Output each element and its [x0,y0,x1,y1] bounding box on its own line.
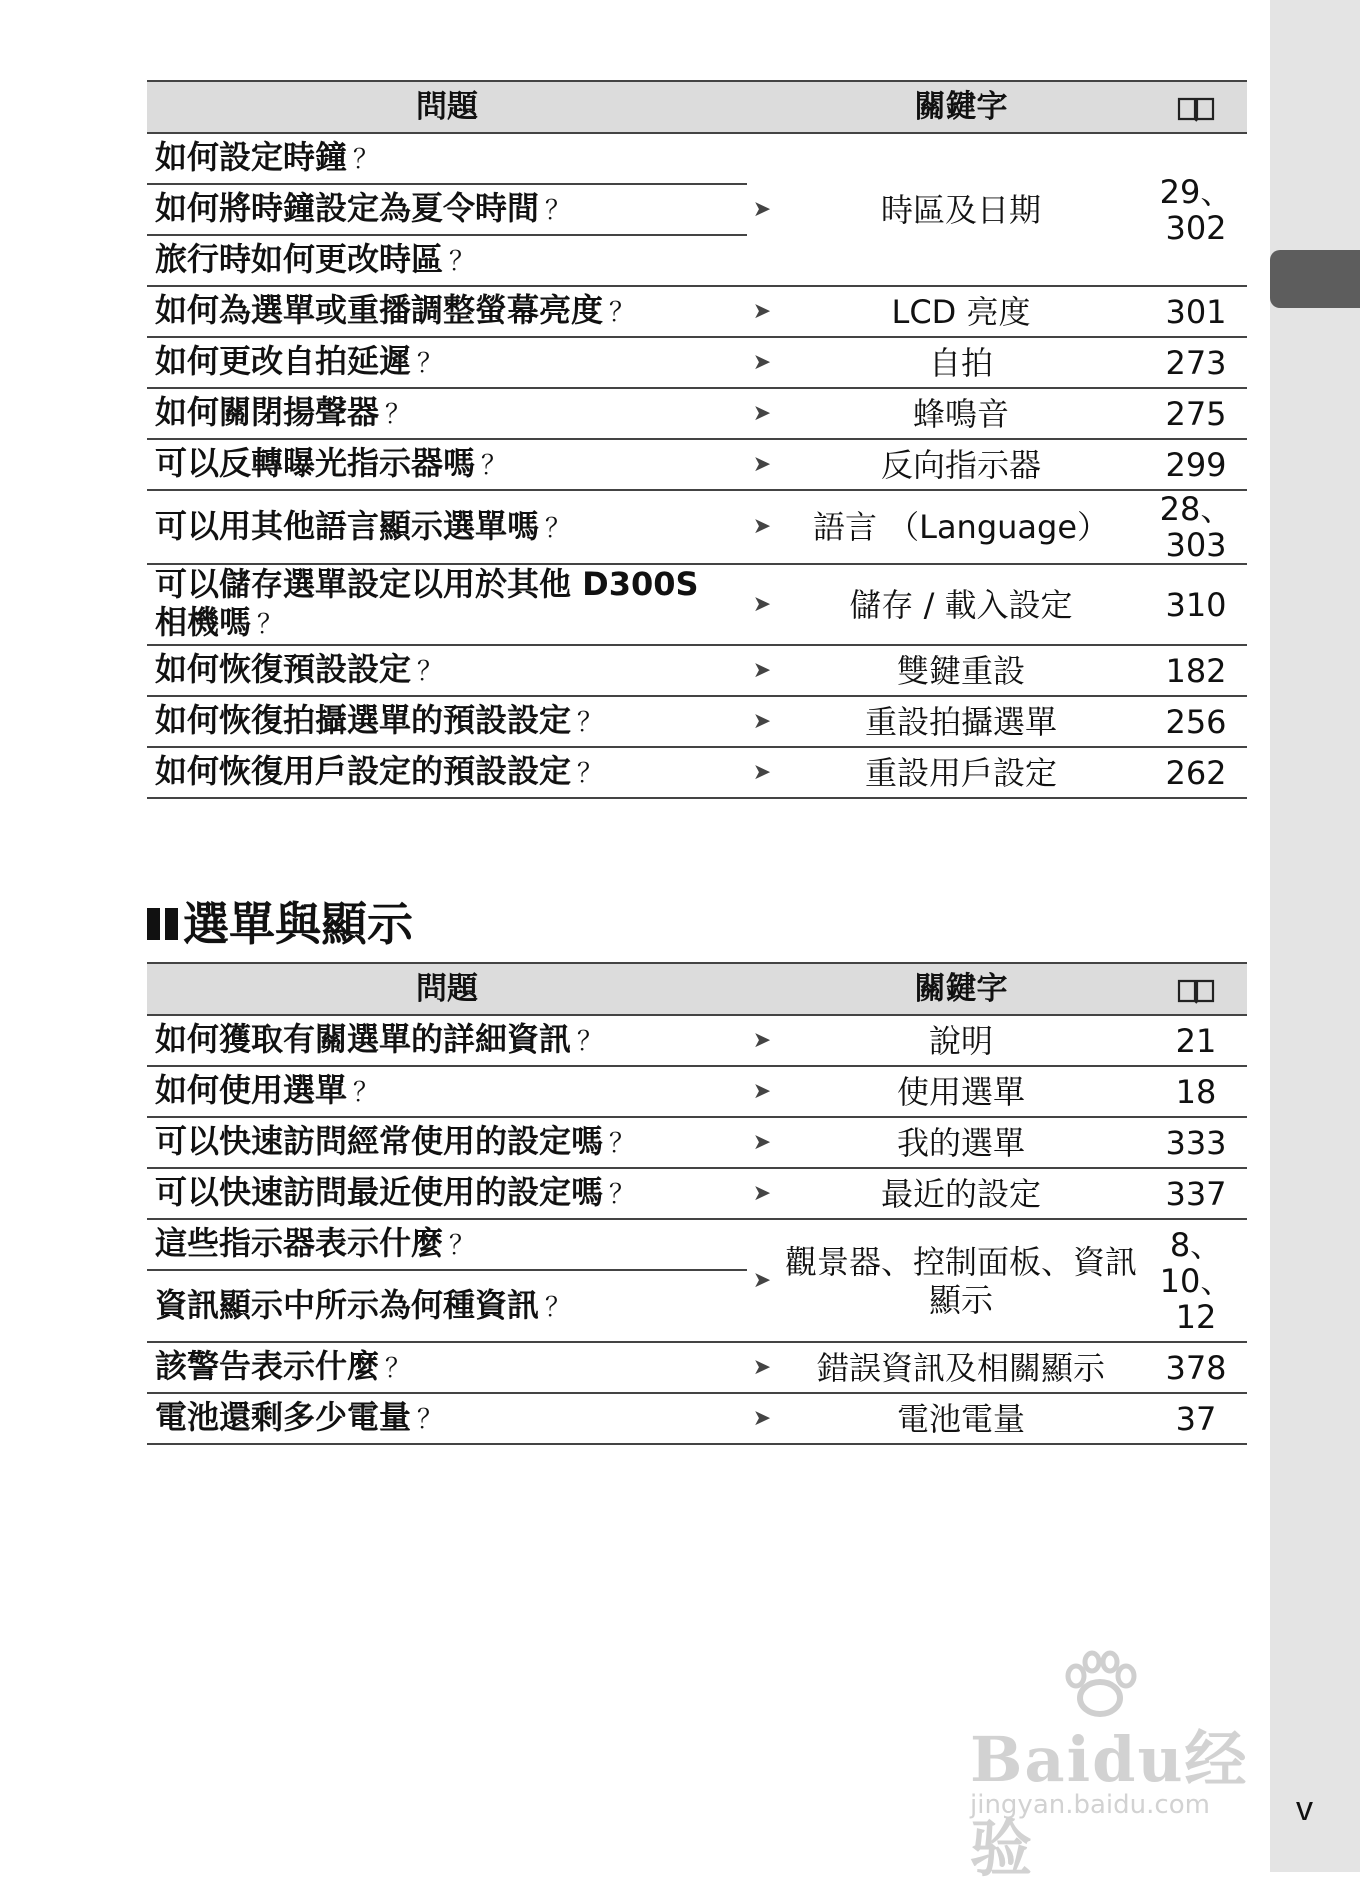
section-heading [147,896,413,952]
question-cell [147,490,747,564]
page-ref-cell: 337 [1145,1168,1247,1219]
question-mark: ？ [545,196,572,226]
table-row [147,1117,1247,1168]
table-row [147,1168,1247,1219]
triangle-arrow-icon: ➤ [747,1015,777,1066]
question-mark: ？ [577,708,604,738]
question-text: 如何恢復預設設定 [155,650,412,688]
table-row [147,1015,1247,1066]
question-text: 這些指示器表示什麼 [155,1224,444,1262]
triangle-arrow-icon: ➤ [747,747,777,798]
triangle-arrow-icon: ➤ [747,645,777,696]
triangle-arrow-icon: ➤ [747,388,777,439]
page-column-header [1145,81,1247,133]
question-mark: ？ [417,349,444,379]
triangle-arrow-icon: ➤ [747,1168,777,1219]
question-text: 可以用其他語言顯示選單嗎 [155,506,540,545]
question-cell [147,1168,747,1219]
question-cell [147,133,747,184]
question-mark: ？ [545,513,572,544]
bullet-bar [147,908,160,940]
triangle-arrow-icon: ➤ [747,490,777,564]
table-row [147,388,1247,439]
page-ref-cell: 8、 10、 12 [1145,1219,1247,1342]
question-text: 如何恢復拍攝選單的預設設定 [155,701,572,739]
table-row [147,133,1247,184]
question-text: 如何關閉揚聲器 [155,393,380,431]
question-mark: ？ [417,657,444,687]
faq-table-general [147,80,1247,799]
question-cell [147,184,747,235]
question-cell [147,1117,747,1168]
table-row [147,696,1247,747]
question-cell [147,1219,747,1270]
page-ref-cell: 18 [1145,1066,1247,1117]
keyword-cell: 錯誤資訊及相關顯示 [777,1342,1145,1393]
table-row [147,337,1247,388]
question-cell [147,696,747,747]
page-ref-cell: 273 [1145,337,1247,388]
question-mark: ？ [577,759,604,789]
table-row [147,564,1247,645]
question-mark: ？ [353,1078,380,1108]
faq-table-menus [147,962,1247,1445]
table-row [147,1219,1247,1270]
keyword-cell: 反向指示器 [777,439,1145,490]
keyword-cell: 重設用戶設定 [777,747,1145,798]
question-text: 可以快速訪問經常使用的設定嗎 [155,1122,604,1160]
table-row [147,645,1247,696]
question-cell [147,286,747,337]
triangle-arrow-icon: ➤ [747,1342,777,1393]
table-row [147,439,1247,490]
question-text: 該警告表示什麼 [155,1347,380,1385]
question-column-header: 問題 [147,963,747,1015]
triangle-arrow-icon: ➤ [747,564,777,645]
keyword-column-header: 關鍵字 [777,81,1145,133]
question-text: 如何為選單或重播調整螢幕亮度 [155,291,604,329]
question-mark: ？ [609,1180,636,1210]
question-column-header: 問題 [147,81,747,133]
question-text: 可以儲存選單設定以用於其他 D300S 相機嗎 [155,565,699,641]
question-cell [147,388,747,439]
question-mark: ？ [609,1129,636,1159]
question-cell [147,645,747,696]
page-number: v [1296,1790,1313,1828]
book-icon [1176,95,1216,123]
table-row [147,1342,1247,1393]
triangle-arrow-icon: ➤ [747,1219,777,1342]
question-mark: ？ [353,145,380,175]
question-mark: ？ [449,247,476,277]
question-mark: ？ [385,400,412,430]
question-text: 如何使用選單 [155,1071,348,1109]
book-icon [1176,977,1216,1005]
table-row [147,1066,1247,1117]
page-ref-cell: 310 [1145,564,1247,645]
table-row [147,1393,1247,1444]
keyword-cell: 說明 [777,1015,1145,1066]
faq-table-body [147,1015,1247,1444]
question-mark: ？ [385,1354,412,1384]
question-cell [147,564,747,645]
question-cell [147,1015,747,1066]
table-header-row [147,81,1247,133]
question-mark: ？ [609,298,636,328]
triangle-arrow-icon: ➤ [747,439,777,490]
page-ref-cell: 299 [1145,439,1247,490]
triangle-arrow-icon: ➤ [747,337,777,388]
question-text: 資訊顯示中所示為何種資訊 [155,1285,540,1324]
page-ref-cell: 301 [1145,286,1247,337]
keyword-cell: 重設拍攝選單 [777,696,1145,747]
keyword-column-header: 關鍵字 [777,963,1145,1015]
watermark-text: Baidu经验 [970,1723,1249,1885]
question-cell [147,1393,747,1444]
faq-table-body [147,133,1247,798]
page-ref-cell: 333 [1145,1117,1247,1168]
arrow-column-header [747,81,777,133]
table-row [147,747,1247,798]
question-mark: ？ [545,1292,572,1323]
keyword-cell: 時區及日期 [777,133,1145,286]
keyword-cell: LCD 亮度 [777,286,1145,337]
page-ref-cell: 378 [1145,1342,1247,1393]
keyword-cell: 自拍 [777,337,1145,388]
table-row [147,490,1247,564]
question-mark: ？ [417,1405,444,1435]
question-text: 可以快速訪問最近使用的設定嗎 [155,1173,604,1211]
question-mark: ？ [449,1231,476,1261]
triangle-arrow-icon: ➤ [747,1066,777,1117]
question-cell [147,1066,747,1117]
triangle-arrow-icon: ➤ [747,133,777,286]
baidu-watermark [960,1650,1260,1885]
question-cell [147,235,747,286]
keyword-cell: 我的選單 [777,1117,1145,1168]
question-cell [147,1270,747,1342]
question-mark: ？ [577,1027,604,1057]
question-text: 如何獲取有關選單的詳細資訊 [155,1020,572,1058]
question-cell [147,747,747,798]
triangle-arrow-icon: ➤ [747,1393,777,1444]
keyword-cell: 儲存 / 載入設定 [777,564,1145,645]
question-text: 電池還剩多少電量 [155,1398,412,1436]
question-cell [147,337,747,388]
page-ref-cell: 182 [1145,645,1247,696]
triangle-arrow-icon: ➤ [747,286,777,337]
question-text: 如何更改自拍延遲 [155,342,412,380]
keyword-cell: 使用選單 [777,1066,1145,1117]
table-header-row [147,963,1247,1015]
arrow-column-header [747,963,777,1015]
keyword-cell: 雙鍵重設 [777,645,1145,696]
question-cell [147,439,747,490]
page-ref-cell: 275 [1145,388,1247,439]
page-column-header [1145,963,1247,1015]
question-text: 可以反轉曝光指示器嗎 [155,444,476,482]
page-ref-cell: 21 [1145,1015,1247,1066]
keyword-cell: 蜂鳴音 [777,388,1145,439]
question-cell [147,1342,747,1393]
triangle-arrow-icon: ➤ [747,696,777,747]
page-ref-cell: 29、 302 [1145,133,1247,286]
keyword-cell: 語言 （Language） [777,490,1145,564]
watermark-url: jingyan.baidu.com [970,1790,1210,1820]
section-title: 選單與顯示 [183,897,413,951]
question-mark: ？ [257,610,284,640]
side-index-tab [1270,250,1360,308]
page-ref-cell: 262 [1145,747,1247,798]
page-ref-cell: 37 [1145,1393,1247,1444]
question-text: 如何將時鐘設定為夏令時間 [155,189,540,227]
question-text: 如何設定時鐘 [155,138,348,176]
page-ref-cell: 28、 303 [1145,490,1247,564]
table-row [147,286,1247,337]
question-text: 如何恢復用戶設定的預設設定 [155,752,572,790]
page-ref-cell: 256 [1145,696,1247,747]
keyword-cell: 最近的設定 [777,1168,1145,1219]
question-text: 旅行時如何更改時區 [155,240,444,278]
question-mark: ？ [481,451,508,481]
bullet-bar [165,908,178,940]
keyword-cell: 電池電量 [777,1393,1145,1444]
triangle-arrow-icon: ➤ [747,1117,777,1168]
keyword-cell: 觀景器、控制面板、資訊顯示 [777,1219,1145,1342]
